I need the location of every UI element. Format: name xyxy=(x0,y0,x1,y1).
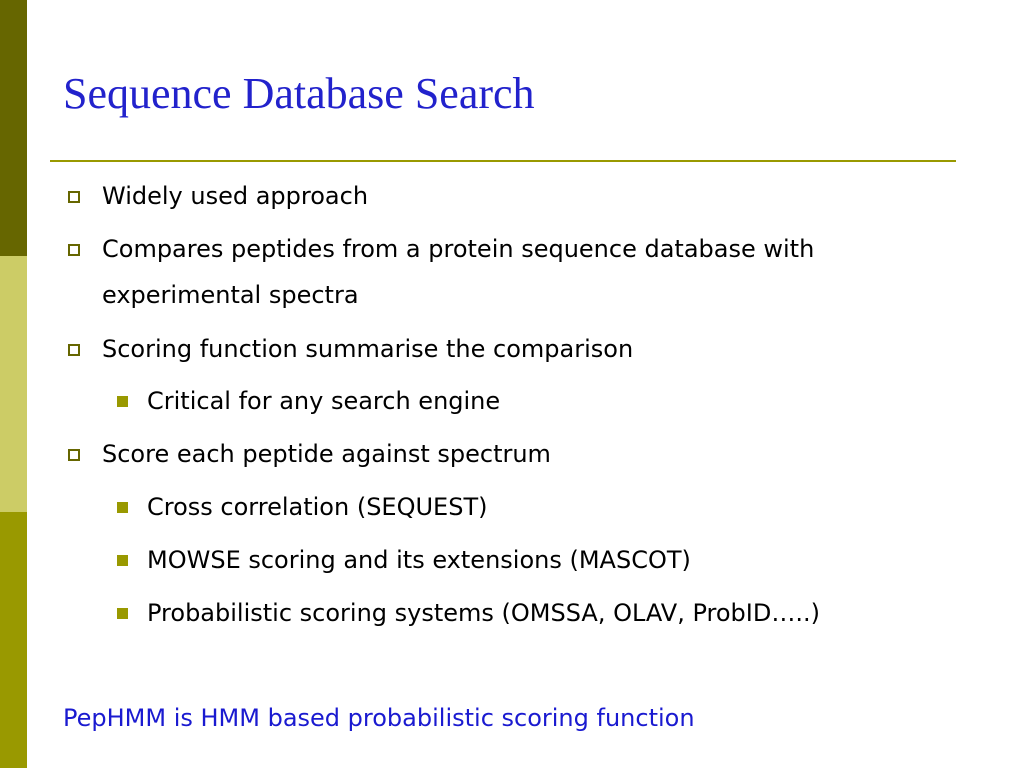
hollow-square-bullet-icon xyxy=(68,191,80,203)
side-bar-middle-block xyxy=(0,256,27,512)
sub-bullet-item xyxy=(147,537,691,583)
filled-square-bullet-icon xyxy=(117,555,128,566)
bullet-item xyxy=(102,226,814,318)
bullet-text-continuation: experimental spectra xyxy=(102,281,359,309)
title-divider xyxy=(50,160,956,162)
filled-square-bullet-icon xyxy=(117,396,128,407)
sub-bullet-text: Probabilistic scoring systems (OMSSA, OLAV, ProbID…..) xyxy=(147,599,820,627)
bullet-text: Widely used approach xyxy=(102,182,369,210)
hollow-square-bullet-icon xyxy=(68,344,80,356)
bullet-text: Scoring function summarise the comparison xyxy=(102,335,634,363)
filled-square-bullet-icon xyxy=(117,608,128,619)
hollow-square-bullet-icon xyxy=(68,449,80,461)
bullet-item xyxy=(102,431,551,477)
side-bar-top-block xyxy=(0,0,27,256)
sub-bullet-text: Critical for any search engine xyxy=(147,387,501,415)
footer-note: PepHMM is HMM based probabilistic scoring function xyxy=(63,704,695,732)
bullet-text: Score each peptide against spectrum xyxy=(102,440,551,468)
bullet-item xyxy=(102,173,368,219)
bullet-item xyxy=(102,326,633,372)
sub-bullet-item xyxy=(147,378,500,424)
filled-square-bullet-icon xyxy=(117,502,128,513)
sub-bullet-text: Cross correlation (SEQUEST) xyxy=(147,493,488,521)
sub-bullet-item xyxy=(147,590,820,636)
sub-bullet-text: MOWSE scoring and its extensions (MASCOT) xyxy=(147,546,691,574)
bullet-text: Compares peptides from a protein sequence database with xyxy=(102,235,815,263)
sub-bullet-item xyxy=(147,484,487,530)
side-bar-bottom-block xyxy=(0,512,27,768)
slide-title: Sequence Database Search xyxy=(63,69,535,118)
hollow-square-bullet-icon xyxy=(68,244,80,256)
